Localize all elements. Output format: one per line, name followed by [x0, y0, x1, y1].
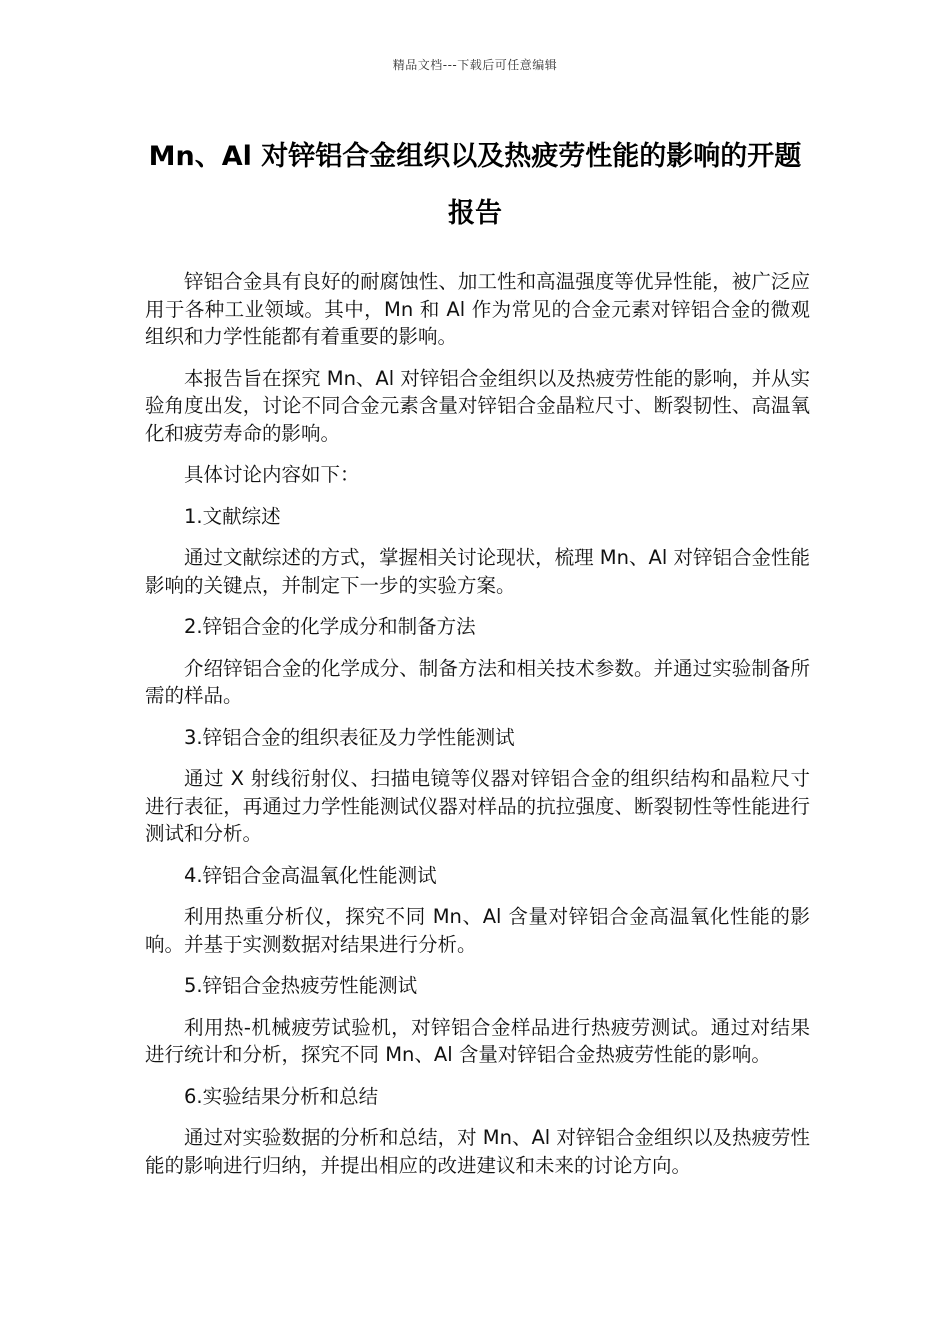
section-heading-1: 1.文献综述 — [184, 504, 281, 528]
document-title: Mn、Al 对锌铝合金组织以及热疲劳性能的影响的开题报告 — [148, 141, 802, 229]
document-body — [145, 268, 810, 1193]
section-body-1: 通过文献综述的方式，掌握相关讨论现状，梳理 Mn、Al 对锌铝合金性能影响的关键点，并制定下一步的实验方案。 — [145, 546, 810, 597]
section-body-6: 通过对实验数据的分析和总结，对 Mn、Al 对锌铝合金组织以及热疲劳性能的影响进行归纳，并提出相应的改进建议和未来的讨论方向。 — [145, 1126, 810, 1177]
section-body-3: 通过 X 射线衍射仪、扫描电镜等仪器对锌铝合金的组织结构和晶粒尺寸进行表征，再通过力学性能测试仪器对样品的抗拉强度、断裂韧性等性能进行测试和分析。 — [145, 767, 810, 845]
intro-paragraph-1: 锌铝合金具有良好的耐腐蚀性、加工性和高温强度等优异性能，被广泛应用于各种工业领域。其中，Mn 和 Al 作为常见的合金元素对锌铝合金的微观组织和力学性能都有着重要的影响。 — [145, 270, 810, 348]
section-body-2: 介绍锌铝合金的化学成分、制备方法和相关技术参数。并通过实验制备所需的样品。 — [145, 656, 810, 707]
section-body-5: 利用热-机械疲劳试验机，对锌铝合金样品进行热疲劳测试。通过对结果进行统计和分析，探究不同 Mn、Al 含量对锌铝合金热疲劳性能的影响。 — [145, 1015, 810, 1066]
section-heading-2: 2.锌铝合金的化学成分和制备方法 — [184, 615, 476, 638]
intro-paragraph-3: 具体讨论内容如下： — [184, 463, 360, 486]
section-heading-4: 4.锌铝合金高温氧化性能测试 — [184, 863, 437, 887]
intro-paragraph-2: 本报告旨在探究 Mn、Al 对锌铝合金组织以及热疲劳性能的影响，并从实验角度出发，讨论不同合金元素含量对锌铝合金晶粒尺寸、断裂韧性、高温氧化和疲劳寿命的影响。 — [145, 366, 810, 445]
section-heading-3: 3.锌铝合金的组织表征及力学性能测试 — [184, 725, 515, 749]
section-heading-5: 5.锌铝合金热疲劳性能测试 — [184, 974, 418, 997]
section-heading-6: 6.实验结果分析和总结 — [184, 1084, 379, 1108]
section-body-4: 利用热重分析仪，探究不同 Mn、Al 含量对锌铝合金高温氧化性能的影响。并基于实测数据对结果进行分析。 — [145, 905, 810, 956]
header-note: 精品文档---下载后可任意编辑 — [392, 58, 558, 72]
